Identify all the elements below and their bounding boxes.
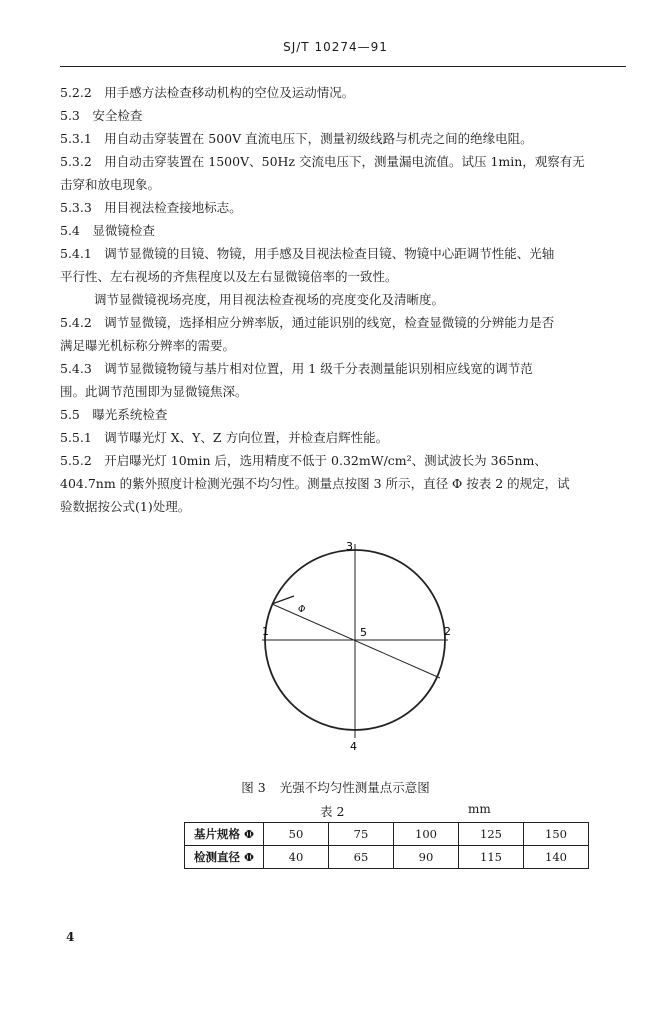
table-row	[185, 823, 589, 846]
figure-caption	[0, 778, 671, 796]
body-line: 5.4.1 调节显微镜的目镜、物镜，用手感及目视法检查目镜、物镜中心距调节性能、光轴	[60, 246, 555, 261]
figure-number: 图 3	[241, 780, 266, 795]
point-label-5: 5	[360, 626, 367, 639]
table-cell: 150	[524, 823, 589, 846]
section-heading: 5.4 显微镜检查	[60, 223, 155, 238]
point-label-1: 1	[262, 625, 269, 638]
body-line: 满足曝光机标称分辨率的需要。	[60, 338, 236, 353]
diameter-line	[272, 604, 440, 678]
header-rule	[60, 66, 626, 67]
body-line: 5.3.2 用自动击穿装置在 1500V、50Hz 交流电压下，测量漏电流值。试压 1min，观察有无	[60, 154, 585, 169]
row-header: 检测直径 Φ	[185, 846, 264, 869]
table-cell: 100	[394, 823, 459, 846]
body-line: 5.5.2 开启曝光灯 10min 后，选用精度不低于 0.32mW/cm²、测试波长为 365nm、	[60, 453, 547, 468]
table-cell: 90	[394, 846, 459, 869]
table-title: 表 2	[320, 804, 345, 819]
body-line: 5.2.2 用手感方法检查移动机构的空位及运动情况。	[60, 85, 355, 100]
table-unit: mm	[468, 802, 491, 816]
point-label-4: 4	[350, 740, 357, 753]
body-line: 击穿和放电现象。	[60, 177, 161, 192]
body-line: 5.4.2 调节显微镜，选择相应分辨率版，通过能识别的线宽，检查显微镜的分辨能力是否	[60, 315, 555, 330]
body-line: 调节显微镜视场亮度，用目视法检查视场的亮度变化及清晰度。	[94, 292, 445, 307]
table-cell: 75	[329, 823, 394, 846]
diameter-label: Φ	[298, 605, 306, 615]
table-cell: 115	[459, 846, 524, 869]
measurement-point-diagram	[250, 538, 460, 753]
table-cell: 40	[264, 846, 329, 869]
section-heading: 5.3 安全检查	[60, 108, 143, 123]
row-header: 基片规格 Φ	[185, 823, 264, 846]
body-line: 404.7nm 的紫外照度计检测光强不均匀性。测量点按图 3 所示，直径 Φ 按表 2 的规定，试	[60, 476, 570, 491]
table-cell: 65	[329, 846, 394, 869]
body-line: 平行性、左右视场的齐焦程度以及左右显微镜倍率的一致性。	[60, 269, 398, 284]
body-line: 5.3.1 用自动击穿装置在 500V 直流电压下，测量初级线路与机壳之间的绝缘电阻。	[60, 131, 533, 146]
table-row	[185, 846, 589, 869]
document-header: SJ/T 10274—91	[283, 40, 388, 54]
body-line: 5.3.3 用目视法检查接地标志。	[60, 200, 242, 215]
body-line: 5.4.3 调节显微镜物镜与基片相对位置，用 1 级千分表测量能识别相应线宽的调节范	[60, 361, 533, 376]
figure-title: 光强不均匀性测量点示意图	[279, 780, 430, 795]
body-line: 5.5.1 调节曝光灯 X、Y、Z 方向位置，并检查启辉性能。	[60, 430, 389, 445]
page-number: 4	[66, 930, 75, 944]
table-cell: 50	[264, 823, 329, 846]
substrate-diameter-table	[184, 822, 589, 869]
body-line: 围。此调节范围即为显微镜焦深。	[60, 384, 248, 399]
point-label-3: 3	[346, 540, 353, 553]
table-cell: 140	[524, 846, 589, 869]
body-line: 验数据按公式(1)处理。	[60, 499, 191, 514]
section-heading: 5.5 曝光系统检查	[60, 407, 168, 422]
table-cell: 125	[459, 823, 524, 846]
point-label-2: 2	[444, 625, 451, 638]
